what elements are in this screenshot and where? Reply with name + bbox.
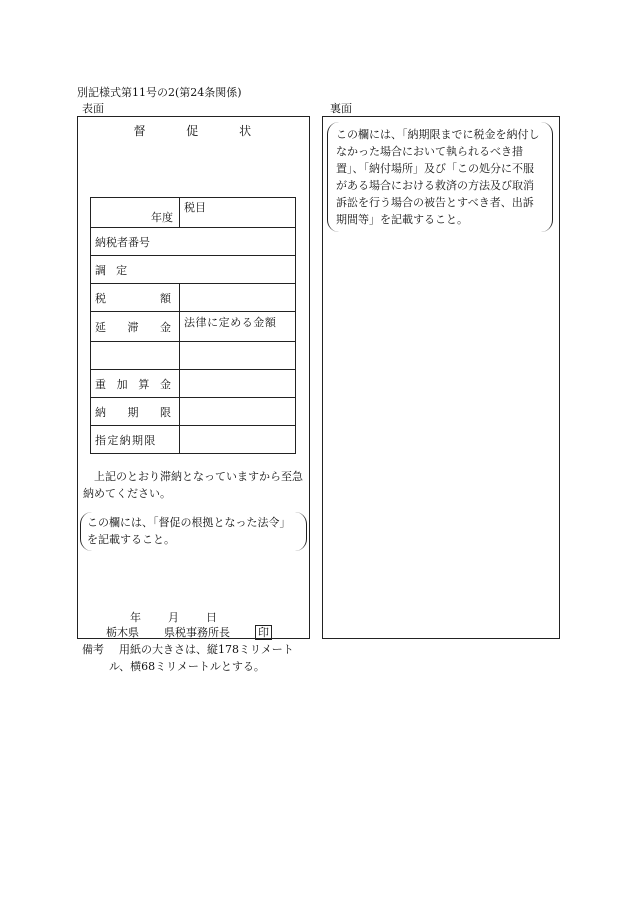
issuer-line bbox=[106, 624, 272, 640]
assessment-cell bbox=[91, 256, 296, 284]
designated-deadline-value bbox=[180, 426, 296, 454]
label-char: 額 bbox=[160, 291, 171, 305]
issuer-office: 県税事務所長 bbox=[164, 626, 230, 639]
back-side-label: 裏面 bbox=[330, 102, 352, 115]
blank-value-cell bbox=[180, 342, 296, 370]
date-year-char: 年 bbox=[130, 611, 141, 624]
designated-deadline-label: 指定納期限 bbox=[95, 433, 157, 447]
table-row bbox=[91, 426, 296, 454]
deadline-label-cell bbox=[91, 398, 180, 426]
delinquency-value-cell bbox=[180, 312, 296, 342]
table-row bbox=[91, 284, 296, 312]
table-row bbox=[91, 342, 296, 370]
tax-details-table bbox=[90, 197, 296, 454]
date-month-char: 月 bbox=[168, 611, 179, 624]
table-row bbox=[91, 370, 296, 398]
surcharge-label-cell bbox=[91, 370, 180, 398]
table-row bbox=[91, 198, 296, 228]
taxpayer-number-cell bbox=[91, 228, 296, 256]
label-char: 加 bbox=[116, 377, 128, 391]
surcharge-value bbox=[180, 370, 296, 398]
table-row bbox=[91, 398, 296, 426]
label-char: 滞 bbox=[127, 320, 139, 334]
legal-basis-note: この欄には、「督促の根拠となった法令」を記載すること。 bbox=[80, 512, 307, 551]
tax-item-label: 税目 bbox=[184, 201, 206, 214]
label-char: 限 bbox=[160, 405, 171, 419]
label-char: 納 bbox=[95, 405, 106, 419]
title-char: 状 bbox=[239, 124, 254, 138]
label-char: 期 bbox=[127, 405, 139, 419]
label-char: 重 bbox=[95, 377, 106, 391]
label-char: 算 bbox=[138, 377, 150, 391]
table-row bbox=[91, 228, 296, 256]
tax-item-cell bbox=[180, 198, 296, 228]
table-row bbox=[91, 312, 296, 342]
issuer-prefecture: 栃木県 bbox=[106, 626, 139, 639]
footnote-label: 備考 bbox=[82, 643, 104, 656]
label-char: 税 bbox=[95, 291, 106, 305]
footnote-line2: ル、横68ミリメートルとする。 bbox=[109, 660, 265, 673]
label-char: 金 bbox=[160, 320, 171, 334]
table-row bbox=[91, 256, 296, 284]
taxpayer-number-label: 納税者番号 bbox=[95, 235, 150, 249]
year-label: 年度 bbox=[151, 211, 173, 224]
back-note: この欄には、「納期限までに税金を納付しなかった場合において執られるべき措置」、「納付場所」及び「この処分に不服がある場合における救済の方法及び取消訴訟を行う場合の被告とすべき者、出訴期間等」を記載すること。 bbox=[327, 122, 553, 232]
assessment-label: 調 定 bbox=[95, 263, 131, 277]
seal-mark: 印 bbox=[255, 625, 272, 640]
front-side-label: 表面 bbox=[82, 102, 104, 115]
delinquency-label-cell bbox=[91, 312, 180, 342]
blank-label-cell bbox=[91, 342, 180, 370]
deadline-value bbox=[180, 398, 296, 426]
title-char: 促 bbox=[186, 124, 201, 138]
label-char: 金 bbox=[159, 377, 171, 391]
tax-amount-label-cell bbox=[91, 284, 180, 312]
date-day-char: 日 bbox=[206, 611, 217, 624]
footnote-line1: 用紙の大きさは、縦178ミリメート bbox=[119, 643, 294, 656]
front-panel bbox=[77, 116, 310, 639]
designated-deadline-label-cell bbox=[91, 426, 180, 454]
form-title: 別記様式第11号の2(第24条関係) bbox=[77, 86, 242, 99]
year-cell bbox=[91, 198, 180, 228]
delinquency-value: 法律に定める金額 bbox=[184, 316, 277, 329]
date-line bbox=[130, 609, 217, 625]
label-char: 延 bbox=[95, 320, 106, 334]
title-char: 督 bbox=[133, 124, 148, 138]
notice-text: 上記のとおり滞納となっていますから至急納めてください。 bbox=[83, 470, 303, 500]
document-title bbox=[78, 122, 309, 139]
back-panel bbox=[322, 116, 560, 639]
tax-amount-value bbox=[180, 284, 296, 312]
footnote bbox=[82, 641, 294, 675]
